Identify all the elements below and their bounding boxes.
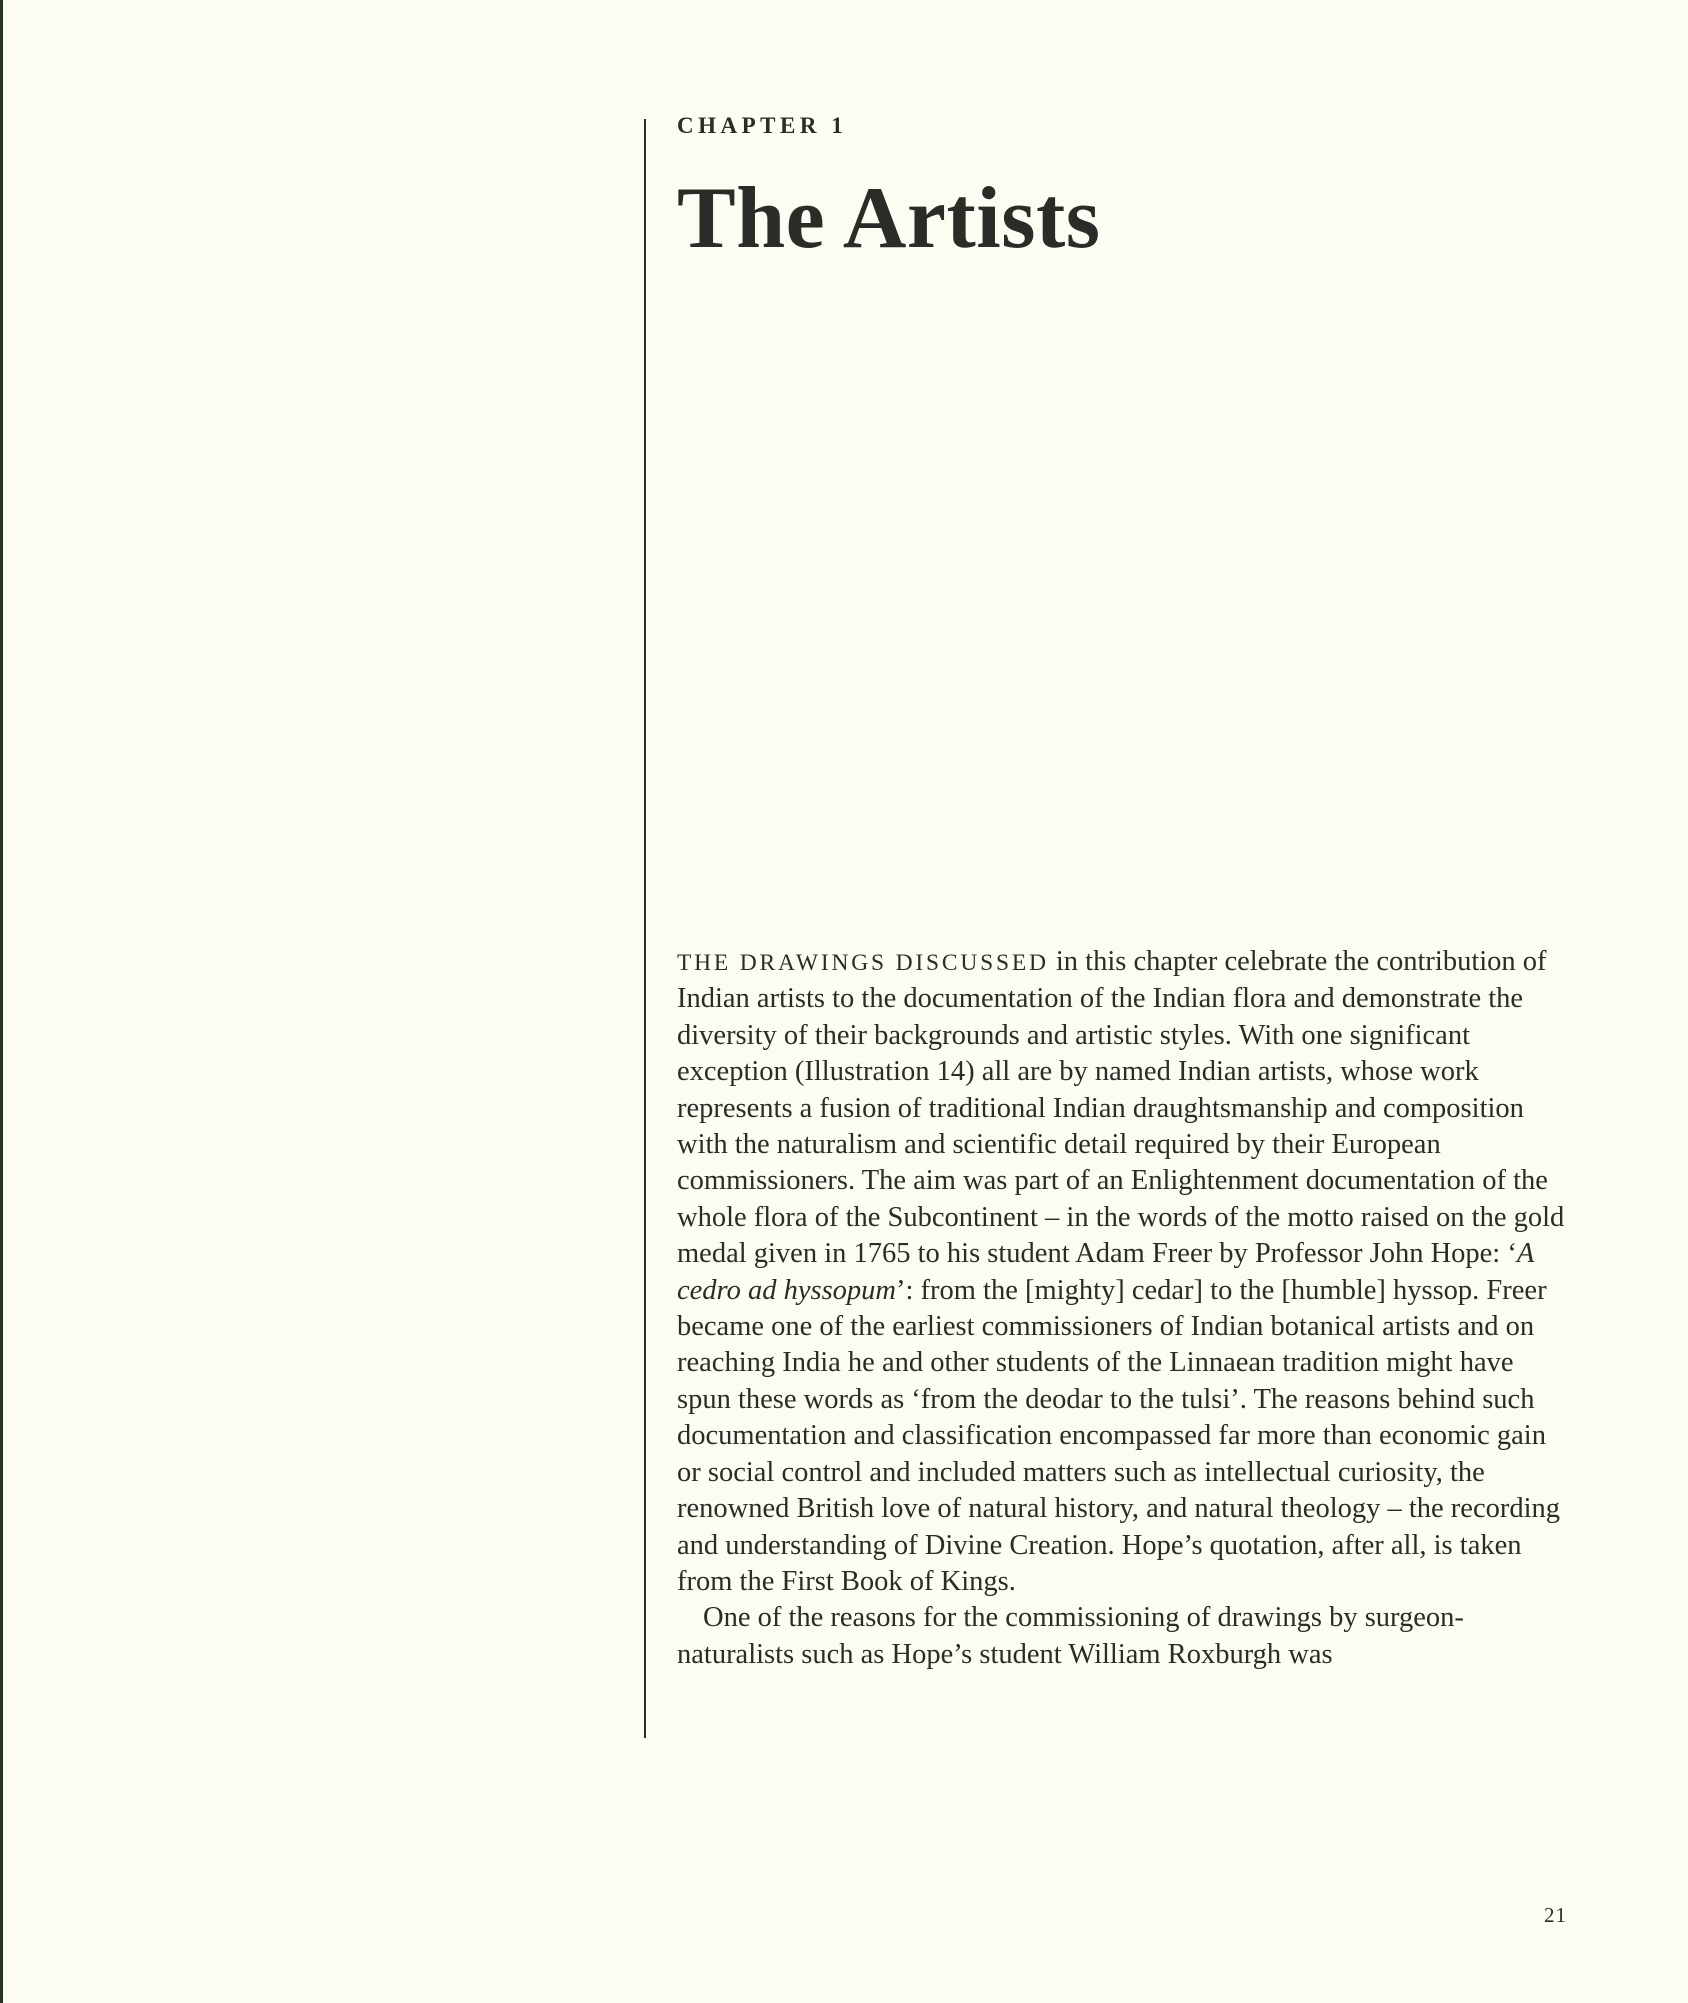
paragraph-1-text-a: in this chapter celebrate the contribution of Indian artists to the documentation of the Indian flora and demonstrate the diversity of their backgrounds and artistic styles. With one significant exception (Illustration 14) all are by named Indian artists, whose work represents a fusion of traditional Indian draughtsmanship and composition with the naturalism and scientific detail required by their European commissioners. The aim was part of an Enlightenment documentation of the whole flora of the Subcontinent – in the words of the motto raised on the gold medal given in 1765 to his student Adam Freer by Professor John Hope: ‘ (677, 946, 1565, 1270)
page-edge-strip (0, 0, 3, 2003)
chapter-vertical-rule (644, 119, 646, 1738)
chapter-kicker: CHAPTER 1 (677, 113, 848, 138)
chapter-header (677, 112, 1577, 267)
paragraph-2-text: One of the reasons for the commissioning of drawings by surgeon-naturalists such as Hope’s student William Roxburgh was (677, 1602, 1464, 1670)
leadin-smallcaps: THE DRAWINGS DISCUSSED (677, 950, 1049, 976)
latin-motto-italic: A cedro ad hyssopum (677, 1238, 1534, 1306)
paragraph-2 (677, 1600, 1570, 1673)
page-number: 21 (1544, 1903, 1567, 1927)
chapter-title: The Artists (677, 170, 1101, 267)
paragraph-1-text-b: ’: from the [mighty] cedar] to the [humble] hyssop. Freer became one of the earliest commissioners of Indian botanical artists and on reaching India he and other students of the Linnaean tradition might have spun these words as ‘from the deodar to the tulsi’. The reasons behind such documentation and classification encompassed far more than economic gain or social control and included matters such as intellectual curiosity, the renowned British love of natural history, and natural theology – the recording and understanding of Divine Creation. Hope’s quotation, after all, is taken from the First Book of Kings. (677, 1274, 1560, 1597)
chapter-body (677, 944, 1570, 1673)
paragraph-1 (677, 944, 1570, 1600)
